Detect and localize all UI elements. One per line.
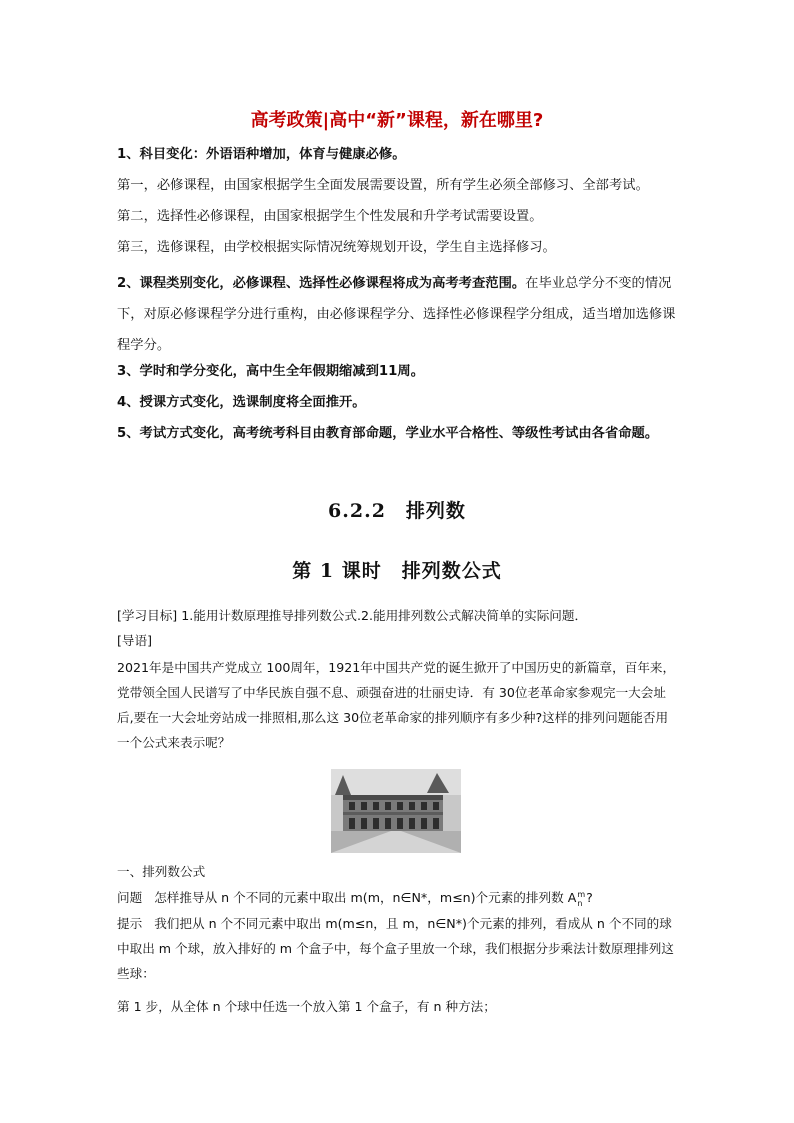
hint-label: 提示 [117, 916, 143, 931]
learning-goal-label: [学习目标] [117, 608, 178, 623]
policy-item-1-title: 1、科目变化：外语语种增加，体育与健康必修。 [117, 147, 406, 162]
policy-item-3: 3、学时和学分变化，高中生全年假期缩减到11周。 [117, 364, 424, 379]
question-label: 问题 [117, 890, 143, 905]
learning-goal [117, 604, 679, 628]
intro-paragraph: 2021年是中国共产党成立 100周年，1921年中国共产党的诞生掀开了中国历史的新篇章，百年来，党带领全国人民谱写了中华民族自强不息、顽强奋进的壮丽史诗．有 30位老革命家参观完一大会址后,要在一大会址旁站成一排照相,那么这 30位老革命家的排列顺序有多少种?这样的排列问题能否用一个公式来表示呢？ [117, 660, 676, 750]
hint [117, 911, 679, 986]
intro-label: [导语] [117, 633, 153, 648]
policy-item-2-bold: 2、课程类别变化，必修课程、选择性必修课程将成为高考考查范围。 [117, 276, 526, 291]
section-heading: 6.2.2 排列数 [328, 500, 466, 522]
policy-item-1-b: 第二，选择性必修课程，由国家根据学生个性发展和升学考试需要设置。 [117, 209, 543, 224]
question [117, 886, 679, 910]
policy-title: 高考政策|高中“新”课程，新在哪里? [250, 110, 544, 131]
question-end: ? [586, 890, 593, 905]
policy-item-4: 4、授课方式变化，选课制度将全面推开。 [117, 395, 366, 410]
lesson-subtitle: 第 1 课时 排列数公式 [292, 560, 502, 582]
policy-item-2 [117, 268, 679, 361]
question-sup: m [577, 889, 586, 899]
policy-item-5: 5、考试方式变化，高考统考科目由教育部命题，学业水平合格性、等级性考试由各省命题。 [117, 426, 659, 441]
step-1: 第 1 步，从全体 n 个球中任选一个放入第 1 个盒子，有 n 种方法； [117, 999, 496, 1014]
part-1-heading: 一、排列数公式 [117, 864, 206, 879]
policy-item-2-rest: 在毕业总学分不变的情况下，对原必修课程学分进行重构，由必修课程学分、选择性必修课程学分组成，适当增加选修课程学分。 [117, 276, 676, 353]
building-photo [331, 769, 461, 853]
policy-item-1-c: 第三，选修课程，由学校根据实际情况统筹规划开设，学生自主选择修习。 [117, 240, 556, 255]
policy-item-1-a: 第一，必修课程，由国家根据学生全面发展需要设置，所有学生必须全部修习、全部考试。 [117, 178, 649, 193]
learning-goal-text: 1.能用计数原理推导排列数公式.2.能用排列数公式解决简单的实际问题． [181, 608, 588, 623]
hint-text: 我们把从 n 个不同元素中取出 m(m≤n，且 m，n∈N*)个元素的排列，看成从 n 个不同的球中取出 m 个球，放入排好的 m 个盒子中，每个盒子里放一个球，我们根据分步乘法计数原理排列这些球： [117, 916, 674, 981]
question-text: 怎样推导从 n 个不同的元素中取出 m(m，n∈N*，m≤n)个元素的排列数 A [154, 890, 577, 905]
question-sub: n [577, 898, 583, 908]
